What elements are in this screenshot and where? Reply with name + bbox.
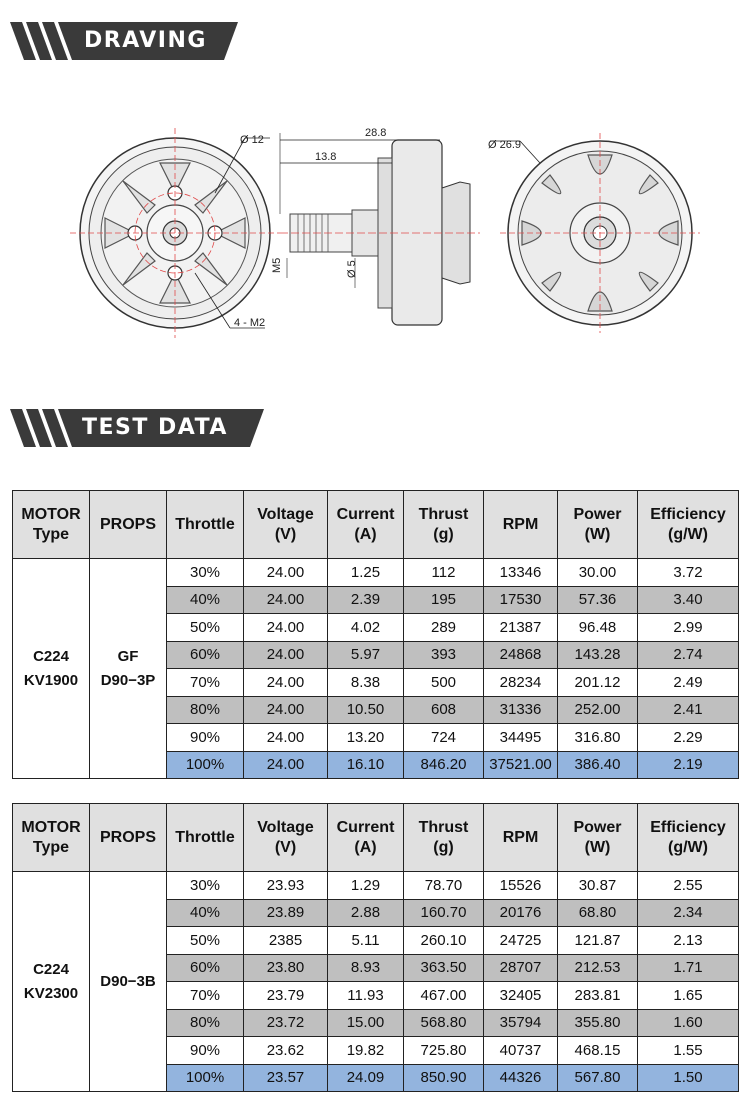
table-cell: 35794 <box>484 1009 558 1037</box>
table-cell: 40% <box>167 586 244 614</box>
table-cell: 96.48 <box>558 614 638 642</box>
table-cell: 15526 <box>484 872 558 900</box>
table-cell: 24725 <box>484 927 558 955</box>
table-cell: 44326 <box>484 1064 558 1092</box>
table-cell: 10.50 <box>328 696 404 724</box>
table-cell: 3.72 <box>638 559 739 587</box>
table-cell: 19.82 <box>328 1037 404 1065</box>
shaft-length-dimension: 13.8 <box>315 151 337 163</box>
table-cell: 23.57 <box>244 1064 328 1092</box>
table-row <box>13 872 739 900</box>
table-cell: 15.00 <box>328 1009 404 1037</box>
table-cell: 40% <box>167 899 244 927</box>
table-cell: 1.29 <box>328 872 404 900</box>
table-cell: 850.90 <box>404 1064 484 1092</box>
table-cell: 5.97 <box>328 641 404 669</box>
table-cell: 30% <box>167 872 244 900</box>
table-cell: 13.20 <box>328 724 404 752</box>
drawing-section-title: DRAVING <box>84 28 207 53</box>
table-cell: 2.99 <box>638 614 739 642</box>
test-data-table-kv2300 <box>12 803 739 1092</box>
table-cell: 4.02 <box>328 614 404 642</box>
table-cell: 28234 <box>484 669 558 697</box>
table-cell: 24.00 <box>244 614 328 642</box>
table-cell: 23.72 <box>244 1009 328 1037</box>
table-cell: 2.29 <box>638 724 739 752</box>
table-cell: 3.40 <box>638 586 739 614</box>
table-cell: 31336 <box>484 696 558 724</box>
table-cell: 2.74 <box>638 641 739 669</box>
thread-dimension: M5 <box>271 257 283 273</box>
table-cell: 725.80 <box>404 1037 484 1065</box>
table-cell: 57.36 <box>558 586 638 614</box>
table-cell: 21387 <box>484 614 558 642</box>
table-cell: 50% <box>167 614 244 642</box>
table-cell: 60% <box>167 954 244 982</box>
table-header-row <box>13 491 739 559</box>
table-cell: 160.70 <box>404 899 484 927</box>
header-current: Current (A) <box>328 804 404 872</box>
table-cell: 23.62 <box>244 1037 328 1065</box>
header-power: Power (W) <box>558 491 638 559</box>
header-power: Power (W) <box>558 804 638 872</box>
table-row <box>13 559 739 587</box>
table-cell: 1.55 <box>638 1037 739 1065</box>
table-cell: 78.70 <box>404 872 484 900</box>
header-efficiency: Efficiency (g/W) <box>638 804 739 872</box>
table-cell: 212.53 <box>558 954 638 982</box>
table-cell: 316.80 <box>558 724 638 752</box>
table-cell: 24.00 <box>244 559 328 587</box>
table-cell: 363.50 <box>404 954 484 982</box>
header-thrust: Thrust (g) <box>404 804 484 872</box>
table-cell: 60% <box>167 641 244 669</box>
table-cell: 100% <box>167 1064 244 1092</box>
overall-length-dimension: 28.8 <box>365 127 387 139</box>
table-cell: 90% <box>167 1037 244 1065</box>
table-cell: 283.81 <box>558 982 638 1010</box>
table-cell: 2.55 <box>638 872 739 900</box>
table-cell: 5.11 <box>328 927 404 955</box>
table-cell: 252.00 <box>558 696 638 724</box>
table-cell: 2.88 <box>328 899 404 927</box>
motor-type-cell: C224 KV2300 <box>13 872 90 1092</box>
table-body <box>13 559 739 779</box>
header-motor-type: MOTOR Type <box>13 804 90 872</box>
table-cell: 100% <box>167 751 244 779</box>
table-cell: 16.10 <box>328 751 404 779</box>
table-cell: 40737 <box>484 1037 558 1065</box>
table-cell: 24.00 <box>244 724 328 752</box>
header-efficiency: Efficiency (g/W) <box>638 491 739 559</box>
test-data-table-kv1900 <box>12 490 739 779</box>
table-cell: 24.00 <box>244 669 328 697</box>
motor-side-view <box>280 133 480 325</box>
header-voltage: Voltage (V) <box>244 804 328 872</box>
table-cell: 23.93 <box>244 872 328 900</box>
table-cell: 289 <box>404 614 484 642</box>
motor-technical-drawing <box>0 118 750 358</box>
table-cell: 2.39 <box>328 586 404 614</box>
table-cell: 260.10 <box>404 927 484 955</box>
table-cell: 500 <box>404 669 484 697</box>
table-cell: 143.28 <box>558 641 638 669</box>
table-cell: 8.38 <box>328 669 404 697</box>
table-cell: 2.34 <box>638 899 739 927</box>
table-cell: 467.00 <box>404 982 484 1010</box>
header-motor-type: MOTOR Type <box>13 491 90 559</box>
table-cell: 1.65 <box>638 982 739 1010</box>
table-cell: 80% <box>167 1009 244 1037</box>
header-rpm: RPM <box>484 804 558 872</box>
table-cell: 195 <box>404 586 484 614</box>
table-cell: 23.89 <box>244 899 328 927</box>
table-cell: 112 <box>404 559 484 587</box>
table-cell: 23.80 <box>244 954 328 982</box>
table-header-row <box>13 804 739 872</box>
test-section-banner <box>10 409 266 447</box>
table-cell: 30% <box>167 559 244 587</box>
header-throttle: Throttle <box>167 804 244 872</box>
table-cell: 2.49 <box>638 669 739 697</box>
header-throttle: Throttle <box>167 491 244 559</box>
table-cell: 24.00 <box>244 696 328 724</box>
table-cell: 50% <box>167 927 244 955</box>
mount-holes-dimension: 4 - M2 <box>234 317 266 329</box>
table-cell: 2.13 <box>638 927 739 955</box>
table-cell: 34495 <box>484 724 558 752</box>
props-cell: D90−3B <box>90 872 167 1092</box>
table-cell: 1.25 <box>328 559 404 587</box>
shaft-diameter-dimension: Ø 5 <box>346 260 358 278</box>
header-props: PROPS <box>90 491 167 559</box>
table-cell: 24.00 <box>244 641 328 669</box>
drawing-section-banner <box>10 22 240 60</box>
table-cell: 70% <box>167 982 244 1010</box>
table-cell: 608 <box>404 696 484 724</box>
table-cell: 846.20 <box>404 751 484 779</box>
table-cell: 37521.00 <box>484 751 558 779</box>
table-cell: 11.93 <box>328 982 404 1010</box>
table-cell: 8.93 <box>328 954 404 982</box>
header-rpm: RPM <box>484 491 558 559</box>
table-cell: 24868 <box>484 641 558 669</box>
motor-bottom-view <box>70 128 280 338</box>
header-thrust: Thrust (g) <box>404 491 484 559</box>
table-body <box>13 872 739 1092</box>
table-cell: 724 <box>404 724 484 752</box>
table-cell: 2.19 <box>638 751 739 779</box>
table-cell: 393 <box>404 641 484 669</box>
motor-top-view <box>490 133 700 333</box>
table-cell: 24.00 <box>244 586 328 614</box>
table-cell: 13346 <box>484 559 558 587</box>
table-cell: 20176 <box>484 899 558 927</box>
table-cell: 2.41 <box>638 696 739 724</box>
table-cell: 17530 <box>484 586 558 614</box>
table-cell: 68.80 <box>558 899 638 927</box>
table-cell: 201.12 <box>558 669 638 697</box>
table-cell: 32405 <box>484 982 558 1010</box>
table-cell: 468.15 <box>558 1037 638 1065</box>
table-cell: 90% <box>167 724 244 752</box>
table-cell: 24.09 <box>328 1064 404 1092</box>
table-cell: 30.00 <box>558 559 638 587</box>
outer-diameter-dimension: Ø 26.9 <box>488 139 522 151</box>
table-cell: 355.80 <box>558 1009 638 1037</box>
table-cell: 1.50 <box>638 1064 739 1092</box>
header-props: PROPS <box>90 804 167 872</box>
test-section-title: TEST DATA <box>82 415 228 440</box>
table-cell: 23.79 <box>244 982 328 1010</box>
table-cell: 121.87 <box>558 927 638 955</box>
props-cell: GF D90−3P <box>90 559 167 779</box>
table-cell: 30.87 <box>558 872 638 900</box>
table-cell: 567.80 <box>558 1064 638 1092</box>
table-cell: 80% <box>167 696 244 724</box>
table-cell: 24.00 <box>244 751 328 779</box>
table-cell: 28707 <box>484 954 558 982</box>
table-cell: 1.60 <box>638 1009 739 1037</box>
motor-type-cell: C224 KV1900 <box>13 559 90 779</box>
table-cell: 70% <box>167 669 244 697</box>
table-cell: 1.71 <box>638 954 739 982</box>
bolt-circle-dimension: Ø 12 <box>240 134 264 146</box>
table-cell: 568.80 <box>404 1009 484 1037</box>
table-cell: 2385 <box>244 927 328 955</box>
header-voltage: Voltage (V) <box>244 491 328 559</box>
table-cell: 386.40 <box>558 751 638 779</box>
header-current: Current (A) <box>328 491 404 559</box>
